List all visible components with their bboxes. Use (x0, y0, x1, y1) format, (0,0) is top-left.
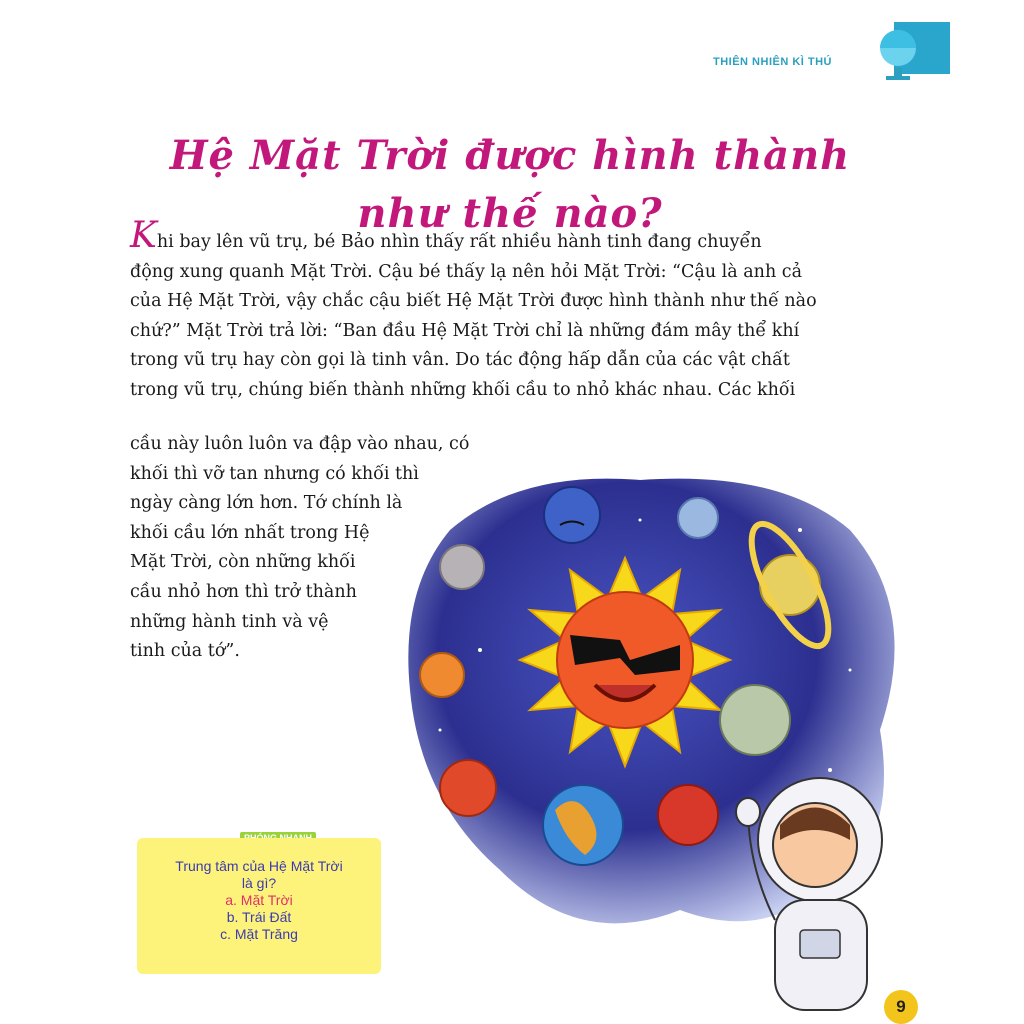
quiz-question: là gì? (241, 875, 277, 891)
planet-earth (543, 785, 623, 865)
story-line: tinh của tớ”. (130, 641, 240, 662)
page-title-line1: Hệ Mặt Trời được hình thành (169, 132, 851, 179)
quiz-box (137, 838, 381, 974)
solar-system-illustration (380, 470, 900, 1024)
globe-icon (872, 22, 950, 84)
story-line: hi bay lên vũ trụ, bé Bảo nhìn thấy rất nhiều hành tinh đang chuyển (156, 232, 762, 252)
planet-uranus (720, 685, 790, 755)
planet-orange (420, 653, 464, 697)
drop-cap: K (130, 215, 157, 256)
story-paragraph (130, 215, 870, 406)
page-title-line2: như thế nào? (357, 190, 663, 237)
story-line: trong vũ trụ hay còn gọi là tinh vân. Do tác động hấp dẫn của các vật chất (130, 350, 790, 371)
quiz-question: Trung tâm của Hệ Mặt Trời (175, 858, 343, 874)
planet-mars (440, 760, 496, 816)
section-header: THIÊN NHIÊN KÌ THÚ (713, 56, 832, 68)
story-line: khối cầu lớn nhất trong Hệ (130, 522, 370, 543)
planet-lightblue (678, 498, 718, 538)
planet-red (658, 785, 718, 845)
story-line: ngày càng lớn hơn. Tớ chính là (130, 493, 403, 514)
story-line: trong vũ trụ, chúng biến thành những khối cầu to nhỏ khác nhau. Các khối (130, 379, 796, 400)
story-line: cầu này luôn luôn va đập vào nhau, có (130, 434, 470, 454)
quiz-option-b: b. Trái Đất (226, 909, 292, 925)
story-line: Mặt Trời, còn những khối (130, 552, 356, 573)
story-line: chứ?” Mặt Trời trả lời: “Ban đầu Hệ Mặt Trời chỉ là những đám mây thể khí (130, 320, 800, 341)
story-line: khối thì vỡ tan nhưng có khối thì (130, 463, 419, 484)
story-line: cầu nhỏ hơn thì trở thành (130, 581, 357, 602)
story-line: động xung quanh Mặt Trời. Cậu bé thấy lạ nên hỏi Mặt Trời: “Cậu là anh cả (130, 261, 803, 282)
quiz-option-a: a. Mặt Trời (225, 892, 293, 908)
planet-blue-angry (544, 487, 600, 543)
story-line: những hành tinh và vệ (130, 611, 329, 632)
quiz-option-c: c. Mặt Trăng (220, 926, 298, 942)
page-number: 9 (884, 990, 918, 1024)
story-line: của Hệ Mặt Trời, vậy chắc cậu biết Hệ Mặt Trời được hình thành như thế nào (130, 291, 817, 312)
planet-grey (440, 545, 484, 589)
